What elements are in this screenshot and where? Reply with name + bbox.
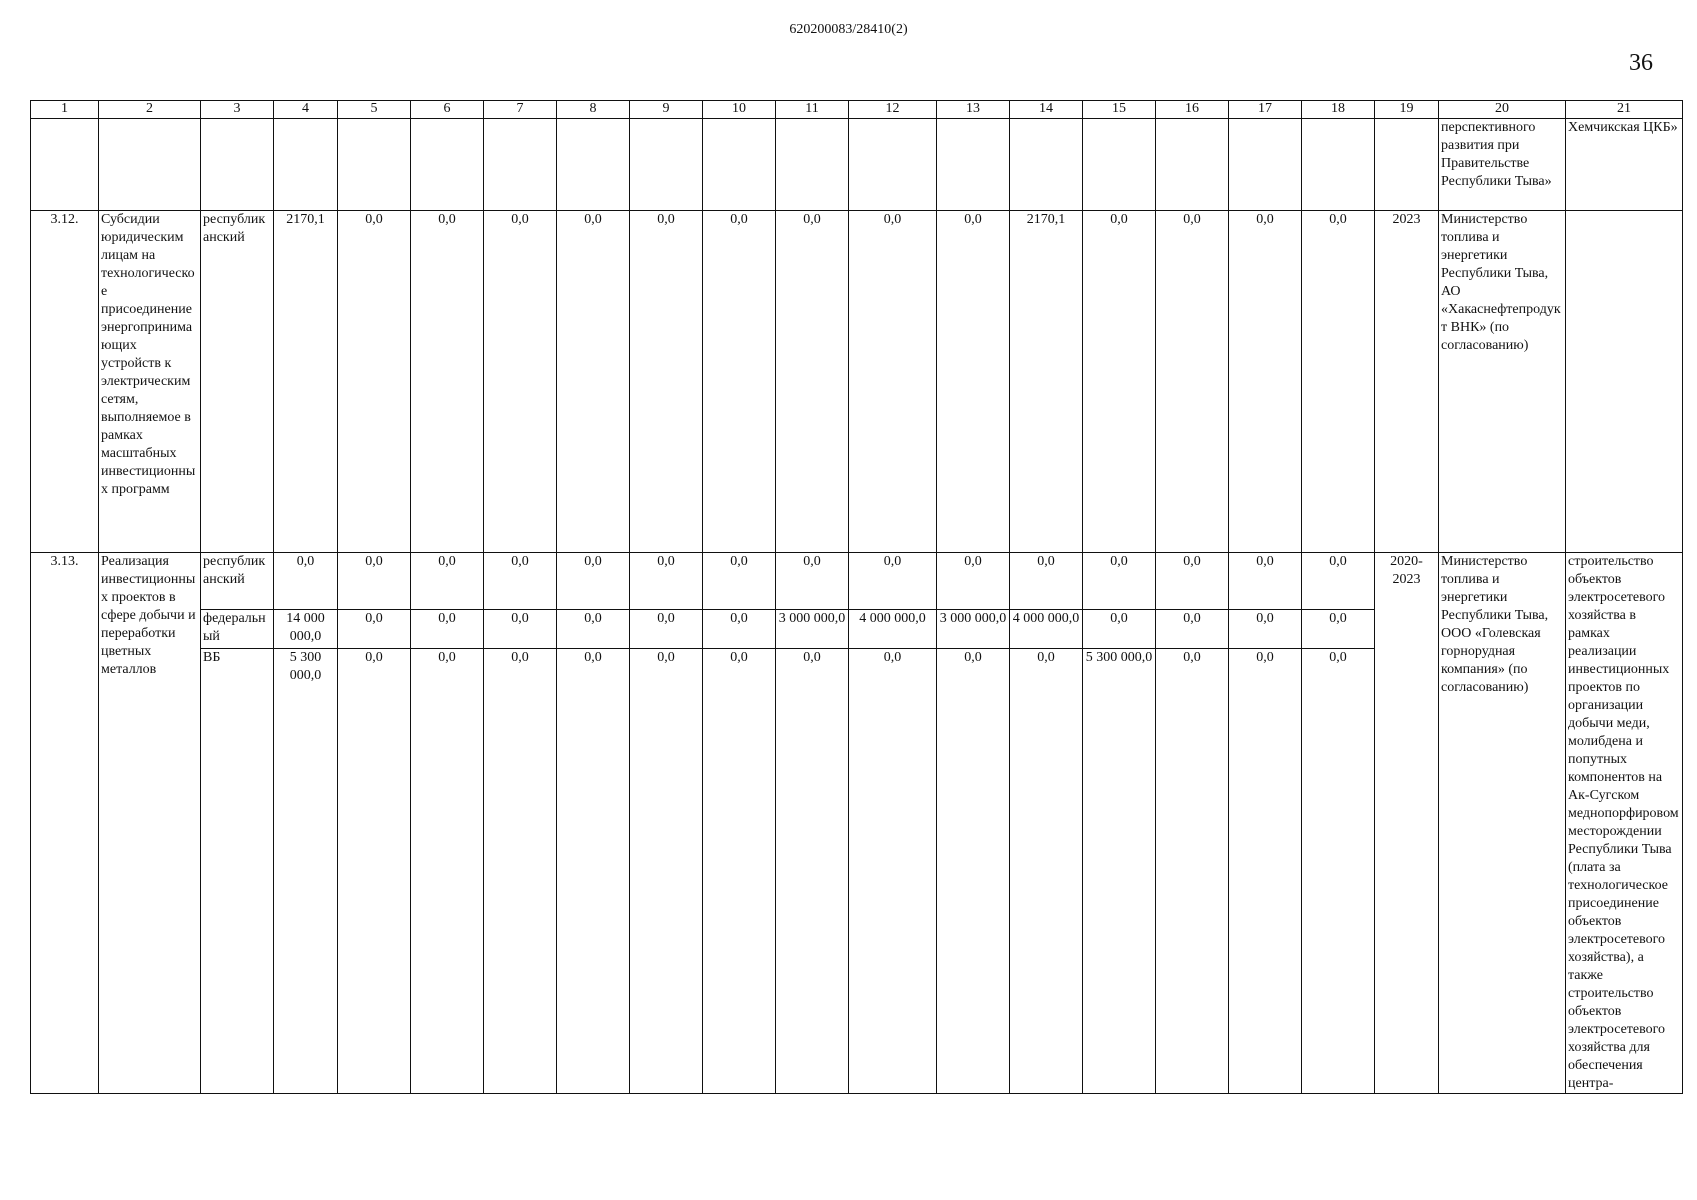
funding-source: республиканский — [201, 553, 274, 610]
column-number: 16 — [1156, 101, 1229, 119]
column-number: 1 — [31, 101, 99, 119]
column-number: 9 — [630, 101, 703, 119]
amount-cell: 0,0 — [630, 211, 703, 553]
amount-cell: 0,0 — [557, 648, 630, 1093]
column-number: 6 — [411, 101, 484, 119]
amount-cell: 2170,1 — [1010, 211, 1083, 553]
column-number: 2 — [99, 101, 201, 119]
amount-cell: 0,0 — [937, 211, 1010, 553]
result-cell: Хемчикская ЦКБ» — [1566, 119, 1683, 211]
amount-cell: 0,0 — [1156, 610, 1229, 648]
amount-cell: 0,0 — [1302, 610, 1375, 648]
funding-source: ВБ — [201, 648, 274, 1093]
document-registration-number: 620200083/28410(2) — [789, 22, 908, 37]
column-number: 11 — [776, 101, 849, 119]
column-number: 3 — [201, 101, 274, 119]
amount-cell: 5 300 000,0 — [274, 648, 338, 1093]
column-number: 20 — [1439, 101, 1566, 119]
column-number: 14 — [1010, 101, 1083, 119]
amount-cell: 0,0 — [1229, 648, 1302, 1093]
amount-cell: 0,0 — [557, 610, 630, 648]
amount-cell: 0,0 — [630, 610, 703, 648]
column-number: 12 — [849, 101, 937, 119]
table-row-3-12 — [31, 211, 1683, 553]
amount-cell: 0,0 — [1010, 553, 1083, 610]
amount-cell: 3 000 000,0 — [937, 610, 1010, 648]
amount-cell: 0,0 — [557, 211, 630, 553]
amount-cell: 2170,1 — [274, 211, 338, 553]
table-row-3-13-republican — [31, 553, 1683, 610]
column-number: 18 — [1302, 101, 1375, 119]
row-number: 3.12. — [31, 211, 99, 553]
continuation-row — [31, 119, 1683, 211]
column-number: 21 — [1566, 101, 1683, 119]
amount-cell: 0,0 — [411, 648, 484, 1093]
amount-cell: 0,0 — [274, 553, 338, 610]
responsible-executor: Министерство топлива и энергетики Республики Тыва, ООО «Голевская горнорудная компания» (по согласованию) — [1439, 553, 1566, 1094]
page-number: 36 — [1629, 50, 1653, 76]
amount-cell: 0,0 — [703, 648, 776, 1093]
amount-cell: 0,0 — [411, 553, 484, 610]
amount-cell: 0,0 — [1302, 553, 1375, 610]
amount-cell: 0,0 — [484, 211, 557, 553]
amount-cell: 0,0 — [776, 553, 849, 610]
amount-cell: 0,0 — [937, 648, 1010, 1093]
amount-cell: 0,0 — [849, 553, 937, 610]
amount-cell: 0,0 — [703, 211, 776, 553]
measure-name: Субсидии юридическим лицам на технологическое присоединение энергопринимающих устройств к электрическим сетям, выполняемое в рамках масштабных инвестиционных программ — [99, 211, 201, 553]
column-number: 19 — [1375, 101, 1439, 119]
amount-cell: 0,0 — [937, 553, 1010, 610]
amount-cell: 0,0 — [411, 211, 484, 553]
amount-cell: 3 000 000,0 — [776, 610, 849, 648]
column-number: 13 — [937, 101, 1010, 119]
amount-cell: 0,0 — [1010, 648, 1083, 1093]
amount-cell: 0,0 — [484, 648, 557, 1093]
amount-cell: 0,0 — [1083, 553, 1156, 610]
column-number: 7 — [484, 101, 557, 119]
amount-cell: 0,0 — [338, 553, 411, 610]
amount-cell: 0,0 — [1229, 553, 1302, 610]
amount-cell: 0,0 — [849, 648, 937, 1093]
amount-cell: 0,0 — [338, 648, 411, 1093]
funding-source: республиканский — [201, 211, 274, 553]
column-number-row — [31, 101, 1683, 119]
amount-cell: 0,0 — [703, 610, 776, 648]
amount-cell: 0,0 — [776, 648, 849, 1093]
amount-cell: 4 000 000,0 — [849, 610, 937, 648]
column-number: 15 — [1083, 101, 1156, 119]
amount-cell: 0,0 — [1083, 211, 1156, 553]
amount-cell: 0,0 — [776, 211, 849, 553]
amount-cell: 4 000 000,0 — [1010, 610, 1083, 648]
amount-cell: 0,0 — [1302, 648, 1375, 1093]
amount-cell: 0,0 — [630, 648, 703, 1093]
amount-cell: 0,0 — [1229, 610, 1302, 648]
responsible-executor: Министерство топлива и энергетики Республики Тыва, АО «Хакаснефтепродукт ВНК» (по согласованию) — [1439, 211, 1566, 553]
column-number: 8 — [557, 101, 630, 119]
program-measures-table — [30, 100, 1683, 1094]
expected-result — [1566, 211, 1683, 553]
amount-cell: 0,0 — [484, 553, 557, 610]
implementation-period: 2020-2023 — [1375, 553, 1439, 1094]
amount-cell: 14 000 000,0 — [274, 610, 338, 648]
amount-cell: 0,0 — [1302, 211, 1375, 553]
amount-cell: 0,0 — [703, 553, 776, 610]
column-number: 10 — [703, 101, 776, 119]
responsible-cell: перспективного развития при Правительстве Республики Тыва» — [1439, 119, 1566, 211]
amount-cell: 0,0 — [630, 553, 703, 610]
amount-cell: 0,0 — [1083, 610, 1156, 648]
amount-cell: 0,0 — [338, 211, 411, 553]
funding-source: федеральный — [201, 610, 274, 648]
measure-name: Реализация инвестиционных проектов в сфере добычи и переработки цветных металлов — [99, 553, 201, 1094]
amount-cell: 0,0 — [411, 610, 484, 648]
amount-cell: 0,0 — [338, 610, 411, 648]
expected-result: строительство объектов электросетевого хозяйства в рамках реализации инвестиционных проектов по организации добычи меди, молибдена и попутных компонентов на Ак-Сугском меднопорфировом месторождении Республики Тыва (плата за технологическое присоединение объектов электросетевого хозяйства), а также строительство объектов электросетевого хозяйства для обеспечения центра- — [1566, 553, 1683, 1094]
amount-cell: 0,0 — [849, 211, 937, 553]
column-number: 4 — [274, 101, 338, 119]
amount-cell: 0,0 — [1156, 553, 1229, 610]
column-number: 5 — [338, 101, 411, 119]
amount-cell: 0,0 — [1229, 211, 1302, 553]
column-number: 17 — [1229, 101, 1302, 119]
row-number: 3.13. — [31, 553, 99, 1094]
implementation-period: 2023 — [1375, 211, 1439, 553]
amount-cell: 0,0 — [557, 553, 630, 610]
amount-cell: 5 300 000,0 — [1083, 648, 1156, 1093]
amount-cell: 0,0 — [484, 610, 557, 648]
amount-cell: 0,0 — [1156, 648, 1229, 1093]
amount-cell: 0,0 — [1156, 211, 1229, 553]
